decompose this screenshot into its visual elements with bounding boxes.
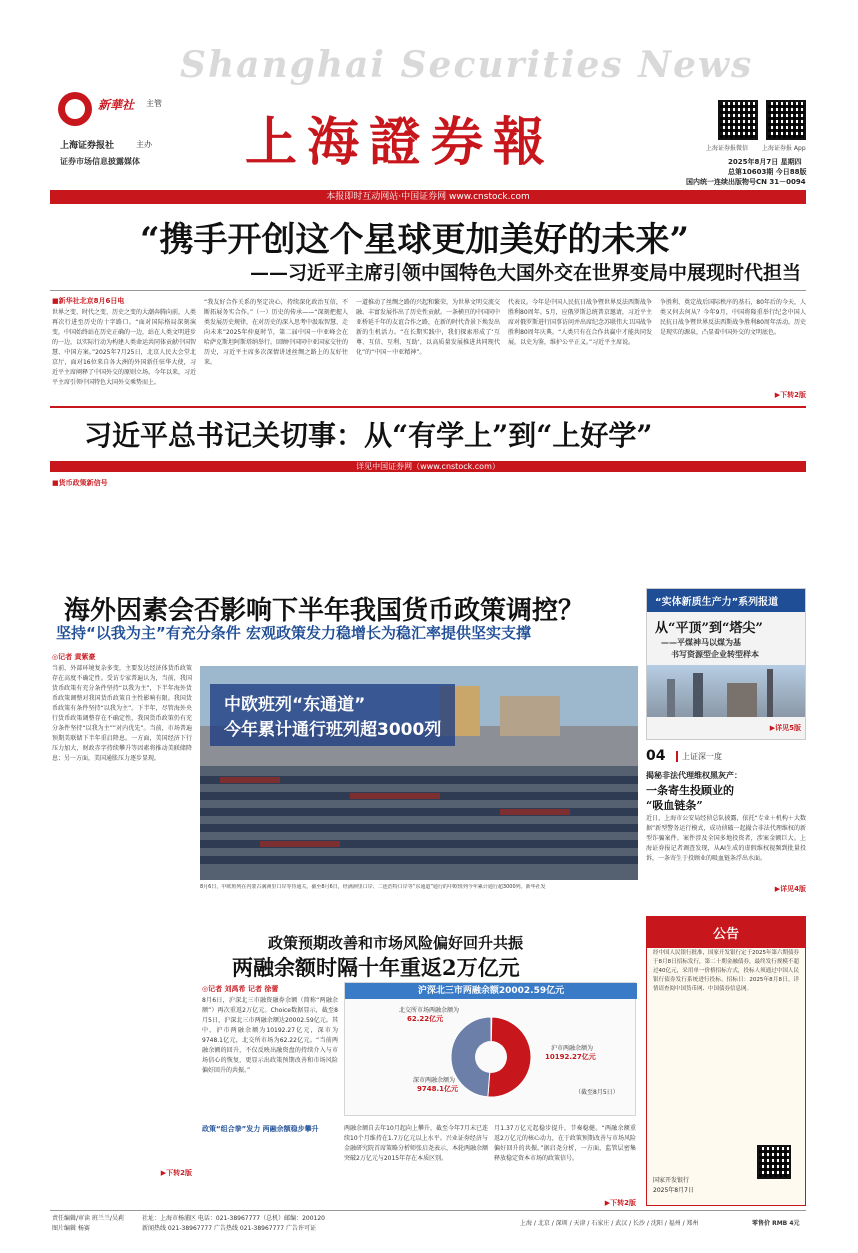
money-tag: ■货币政策新信号 — [52, 479, 108, 487]
promo-continued: ▶详见5版 — [769, 724, 801, 732]
value-sz: 9748.1亿元 — [417, 1085, 459, 1093]
xinhua-logo-icon — [58, 92, 92, 126]
publisher: 上海证券报社 — [60, 141, 115, 151]
lead-col-3: 一道推动了丝绸之路的兴起和繁荣，为世界文明交流交融、丰富发展作出了历史性贡献。一条横亘的中国同中亚桥延千年的友谊合作之路，在新的时代背景下焕发出新的生机活力。“在长期实践中，我们探索形成了‘互尊、互信、互利、互助’，以高质量发展推进共同现代化”的“中国－中亚精神”。 — [356, 299, 500, 356]
margin-title-1: 政策预期改善和市场风险偏好回升共振 — [268, 934, 524, 952]
pie-center — [475, 1041, 507, 1073]
banner-title: 习近平总书记关切事：从“有学上”到“上好学” — [84, 419, 653, 452]
divider — [50, 406, 806, 408]
cn-line: 国内统一连续出版物号CN 31－0094 — [686, 178, 806, 186]
notice-text: 经中国人民银行批准，国家开发银行定于2025年第六期债券于8月8日招标发行，第二十期金融债券，最终发行规模不超过40亿元，采用单一价格招标方式，投标人须通过中国人民银行债券发行系统进行投标。招标日：2025年8月8日。详情请查阅中国货币网、中国债券信息网。 — [653, 950, 799, 992]
lead-title: “携手开创这个星球更加美好的未来” — [140, 220, 690, 260]
margin-col-2-placeholder — [202, 1144, 338, 1202]
footer-mid-2: 新闻热线 021-38967777 广告热线 021-38967777 广告许可证 — [142, 1225, 316, 1232]
photo-caption-line2: 今年累计通行班列超3000列 — [224, 720, 442, 740]
money-byline: ◎记者 黄紫豪 — [52, 653, 96, 661]
lead-col-2: “我友好合作关系的坚定决心，持续深化政治互信，不断拓展务实合作。”（一）历史的传承——“深刻把握人类发展历史规律，在对历史的深入思考中汲取智慧、走向未来”2025年仲夏时节，第二届中国－中亚峰会在哈萨克斯坦阿斯塔纳举行。回顾中国同中亚国家交往的历史，习近平主席多次深情讲述丝绸之路上的友好往来。 — [204, 299, 348, 366]
lead-subtitle: ——习近平主席引领中国特色大国外交在世界变局中展现时代担当 — [250, 262, 802, 284]
label-sh: 沪市两融余额为 — [551, 1045, 594, 1052]
photo-credit: 8月6日，中欧班列在内蒙古满洲里口岸等待通关。截至8月6日，经满洲里口岸、二连浩特口岸等“东通道”通行的中欧班列今年累计通行超3000列。新华社发 — [200, 884, 546, 890]
masthead-chinese-title: 上海證券報 — [245, 112, 556, 173]
value-bse: 62.22亿元 — [407, 1015, 444, 1023]
margin-col-b: 两融余额自去年10月起向上攀升，截至今年7月末已连续10个月维持在1.7万亿元以上水平。兴业证券经济与金融研究院首席策略分析师张启尧表示，本轮两融余额突破2万亿元与2015年存在本质区别。 — [344, 1125, 488, 1162]
page-number: 04 — [646, 748, 666, 764]
dive-title-3: “吸血链条” — [646, 799, 703, 812]
notice-org: 国家开发银行 — [653, 1177, 690, 1184]
label-sz: 深市两融余额为 — [413, 1077, 456, 1084]
notice-title: 公告 — [647, 917, 805, 948]
promo-sub2: 书写资源型企业转型样本 — [671, 650, 759, 659]
money-col: 当前，外部环境复杂多变，主要发达经济体货币政策存在高度不确定性。受访专家普遍认为，当前，我国货币政策有充分条件坚持“以我为主”，下半年海外货币政策调整对我国货币政策自主性影响有限。我国货币政策有条件坚持“以我为主”。下半年，尽管海外央行货币政策调整存在不确定性，我国货币政策仍有充分条件坚持“以我为主”“对内优先”。当前，市场普遍预期美联储下半年重启降息。一方面，美国经济下行压力加大，财政赤字持续攀升等因素将推动美联储降息；另一方面，美国通胀压力逐步显现。 — [52, 665, 192, 762]
money-title: 海外因素会否影响下半年我国货币政策调控？ — [64, 596, 585, 626]
dive-title-1: 揭秘非法代理维权黑灰产： — [646, 771, 742, 780]
banner-link[interactable]: 详见中国证券网（www.cnstock.com） — [50, 461, 806, 472]
margin-title-2: 两融余额时隔十年重返2万亿元 — [232, 955, 520, 980]
lead-col-5: 争胜利、奠定战后国际秩序的基石，80年后的今天，人类又何去何从？今年9月，中国将隆重举行纪念中国人民抗日战争暨世界反法西斯战争胜利80周年活动。历史是现实的源泉，凸显着中国外交的文明底色。 — [660, 299, 806, 336]
margin-continued: ▶下转2版 — [604, 1199, 636, 1207]
notice-qr-icon — [757, 1145, 791, 1179]
train-photo — [200, 666, 638, 880]
page-name: 上证深一度 — [676, 751, 722, 762]
qr1-label: 上海证券报微信 — [706, 145, 749, 152]
lead-col-1: 世界之变、时代之变、历史之变的大潮奔腾向前，人类再次行进至历史的十字路口。“面对国际格局深刻演变，中国始终站在历史正确的一边，站在人类文明进步的一边，以实际行动为构建人类命运共同体贡献中国智慧、中国方案。”2025年7月25日，北京人民大会堂北京厅，面对16位来自各大洲的外国新任驻华大使，习近平主席阐释了中国外交的原则立场。今年以来，习近平主席引领中国特色大国外交乘势而上。 — [52, 309, 196, 386]
qr2-label: 上海证券报 App — [762, 145, 806, 152]
divider — [50, 1210, 806, 1211]
notice-date: 2025年8月7日 — [653, 1187, 694, 1194]
date-line: 2025年8月7日 星期四 — [728, 158, 802, 166]
promo-sub1: ——平煤神马以煤为基 — [661, 638, 741, 647]
divider — [50, 290, 806, 291]
slogan: 证券市场信息披露媒体 — [60, 157, 140, 166]
footer-mid: 社址：上海市杨浦区 电话：021-38967777（总机）邮编：200120 — [142, 1215, 325, 1222]
footer-cities: 上海 / 北京 / 深圳 / 天津 / 石家庄 / 武汉 / 长沙 / 沈阳 / 福州 / 郑州 — [520, 1220, 699, 1227]
chart-title: 沪深北三市两融余额20002.59亿元 — [345, 983, 637, 999]
footer-left-1: 责任编辑/审读 班兰兰/吴莉 — [52, 1215, 124, 1222]
photo-caption-box — [210, 684, 455, 746]
website-bar[interactable]: 本报即时互动网站·中国证券网 www.cnstock.com — [50, 190, 806, 204]
masthead-english-title: Shanghai Securities News — [180, 44, 754, 86]
qr-code-app-icon — [766, 100, 806, 140]
xinhua-name: 新華社 — [98, 98, 135, 112]
chart-note: （截至8月5日） — [575, 1089, 619, 1096]
lead-byline: ■新华社北京8月6日电 — [52, 297, 125, 305]
dive-title-2: 一条寄生投顾业的 — [646, 784, 734, 797]
xinhua-role: 主管 — [146, 99, 162, 108]
lead-continued: ▶下转2版 — [774, 391, 806, 399]
promo-title: 从“平顶”到“塔尖” — [655, 621, 763, 636]
dive-continued: ▶详见4版 — [774, 885, 806, 893]
promo-box[interactable] — [646, 588, 806, 740]
issue-line: 总第10603期 今日88版 — [728, 168, 807, 176]
margin-chart — [344, 982, 636, 1116]
margin-col: 8月6日，沪深北三市融资融券余额（简称“两融余额”）再次重返2万亿元。Choice数据显示，截至8月5日，沪深北三市两融余额达20002.59亿元。其中，沪市两融余额为10192.27亿元，深市为9748.1亿元，北交所市场为62.22亿元。“当前两融余额的回升，不仅反映出融资盘的持续介入与市场信心的恢复，更显示出政策预期改善和市场风险偏好回升的共振。” — [202, 997, 338, 1074]
notice-box — [646, 916, 806, 1206]
footer-price: 零售价 RMB 4元 — [752, 1220, 800, 1227]
qr-code-wechat-icon — [718, 100, 758, 140]
label-bse: 北交所市场两融余额为 — [399, 1007, 460, 1014]
footer-left-2: 图片编辑 杨赛 — [52, 1225, 90, 1232]
lead-col-4: 代表议。今年是中国人民抗日战争暨世界反法西斯战争胜利80周年。5月，应俄罗斯总统普京邀请，习近平主席对俄罗斯进行国事访问并出席纪念苏联伟大卫国战争胜利80周年庆典。“人类只有在合作共赢中才能共同发展，以史为鉴，维护公平正义。”习近平主席说。 — [508, 299, 652, 346]
promo-tag: “实体新质生产力”系列报道 — [647, 589, 805, 612]
margin-col-c: 月1.37万亿元起稳步提升，节奏稳健。“两融余额重返2万亿元的核心动力，在于政策预期改善与市场风险偏好回升的共振。”据启尧分析，一方面，监管层密集释放稳定资本市场的政策信号。 — [494, 1125, 636, 1162]
publisher-role: 主办 — [136, 140, 152, 149]
money-continued: ▶下转2版 — [160, 1169, 192, 1177]
money-subtitle: 坚持“以我为主”有充分条件 宏观政策发力稳增长为稳汇率提供坚实支撑 — [56, 624, 531, 642]
value-sh: 10192.27亿元 — [545, 1053, 596, 1061]
margin-byline: ◎记者 刘禹希 记者 徐蕾 — [202, 985, 279, 993]
margin-subhead: 政策“组合拳”发力 两融余额稳步攀升 — [202, 1125, 319, 1133]
photo-caption-line1: 中欧班列“东通道” — [224, 695, 366, 715]
promo-photo — [647, 665, 805, 717]
dive-text: 近日，上海市公安局经侦总队披露，依托“专业＋机构＋大数据”新型警务运行模式，成功侦破一起撮合非法代理维权的新型诈骗案件。案件涉及全国多地投资者，涉案金额巨大。上海证券报记者调查发现，从AI生成的虚假维权视频到批量投诉，一条寄生于投顾业的吸血链条浮出水面。 — [646, 815, 806, 862]
